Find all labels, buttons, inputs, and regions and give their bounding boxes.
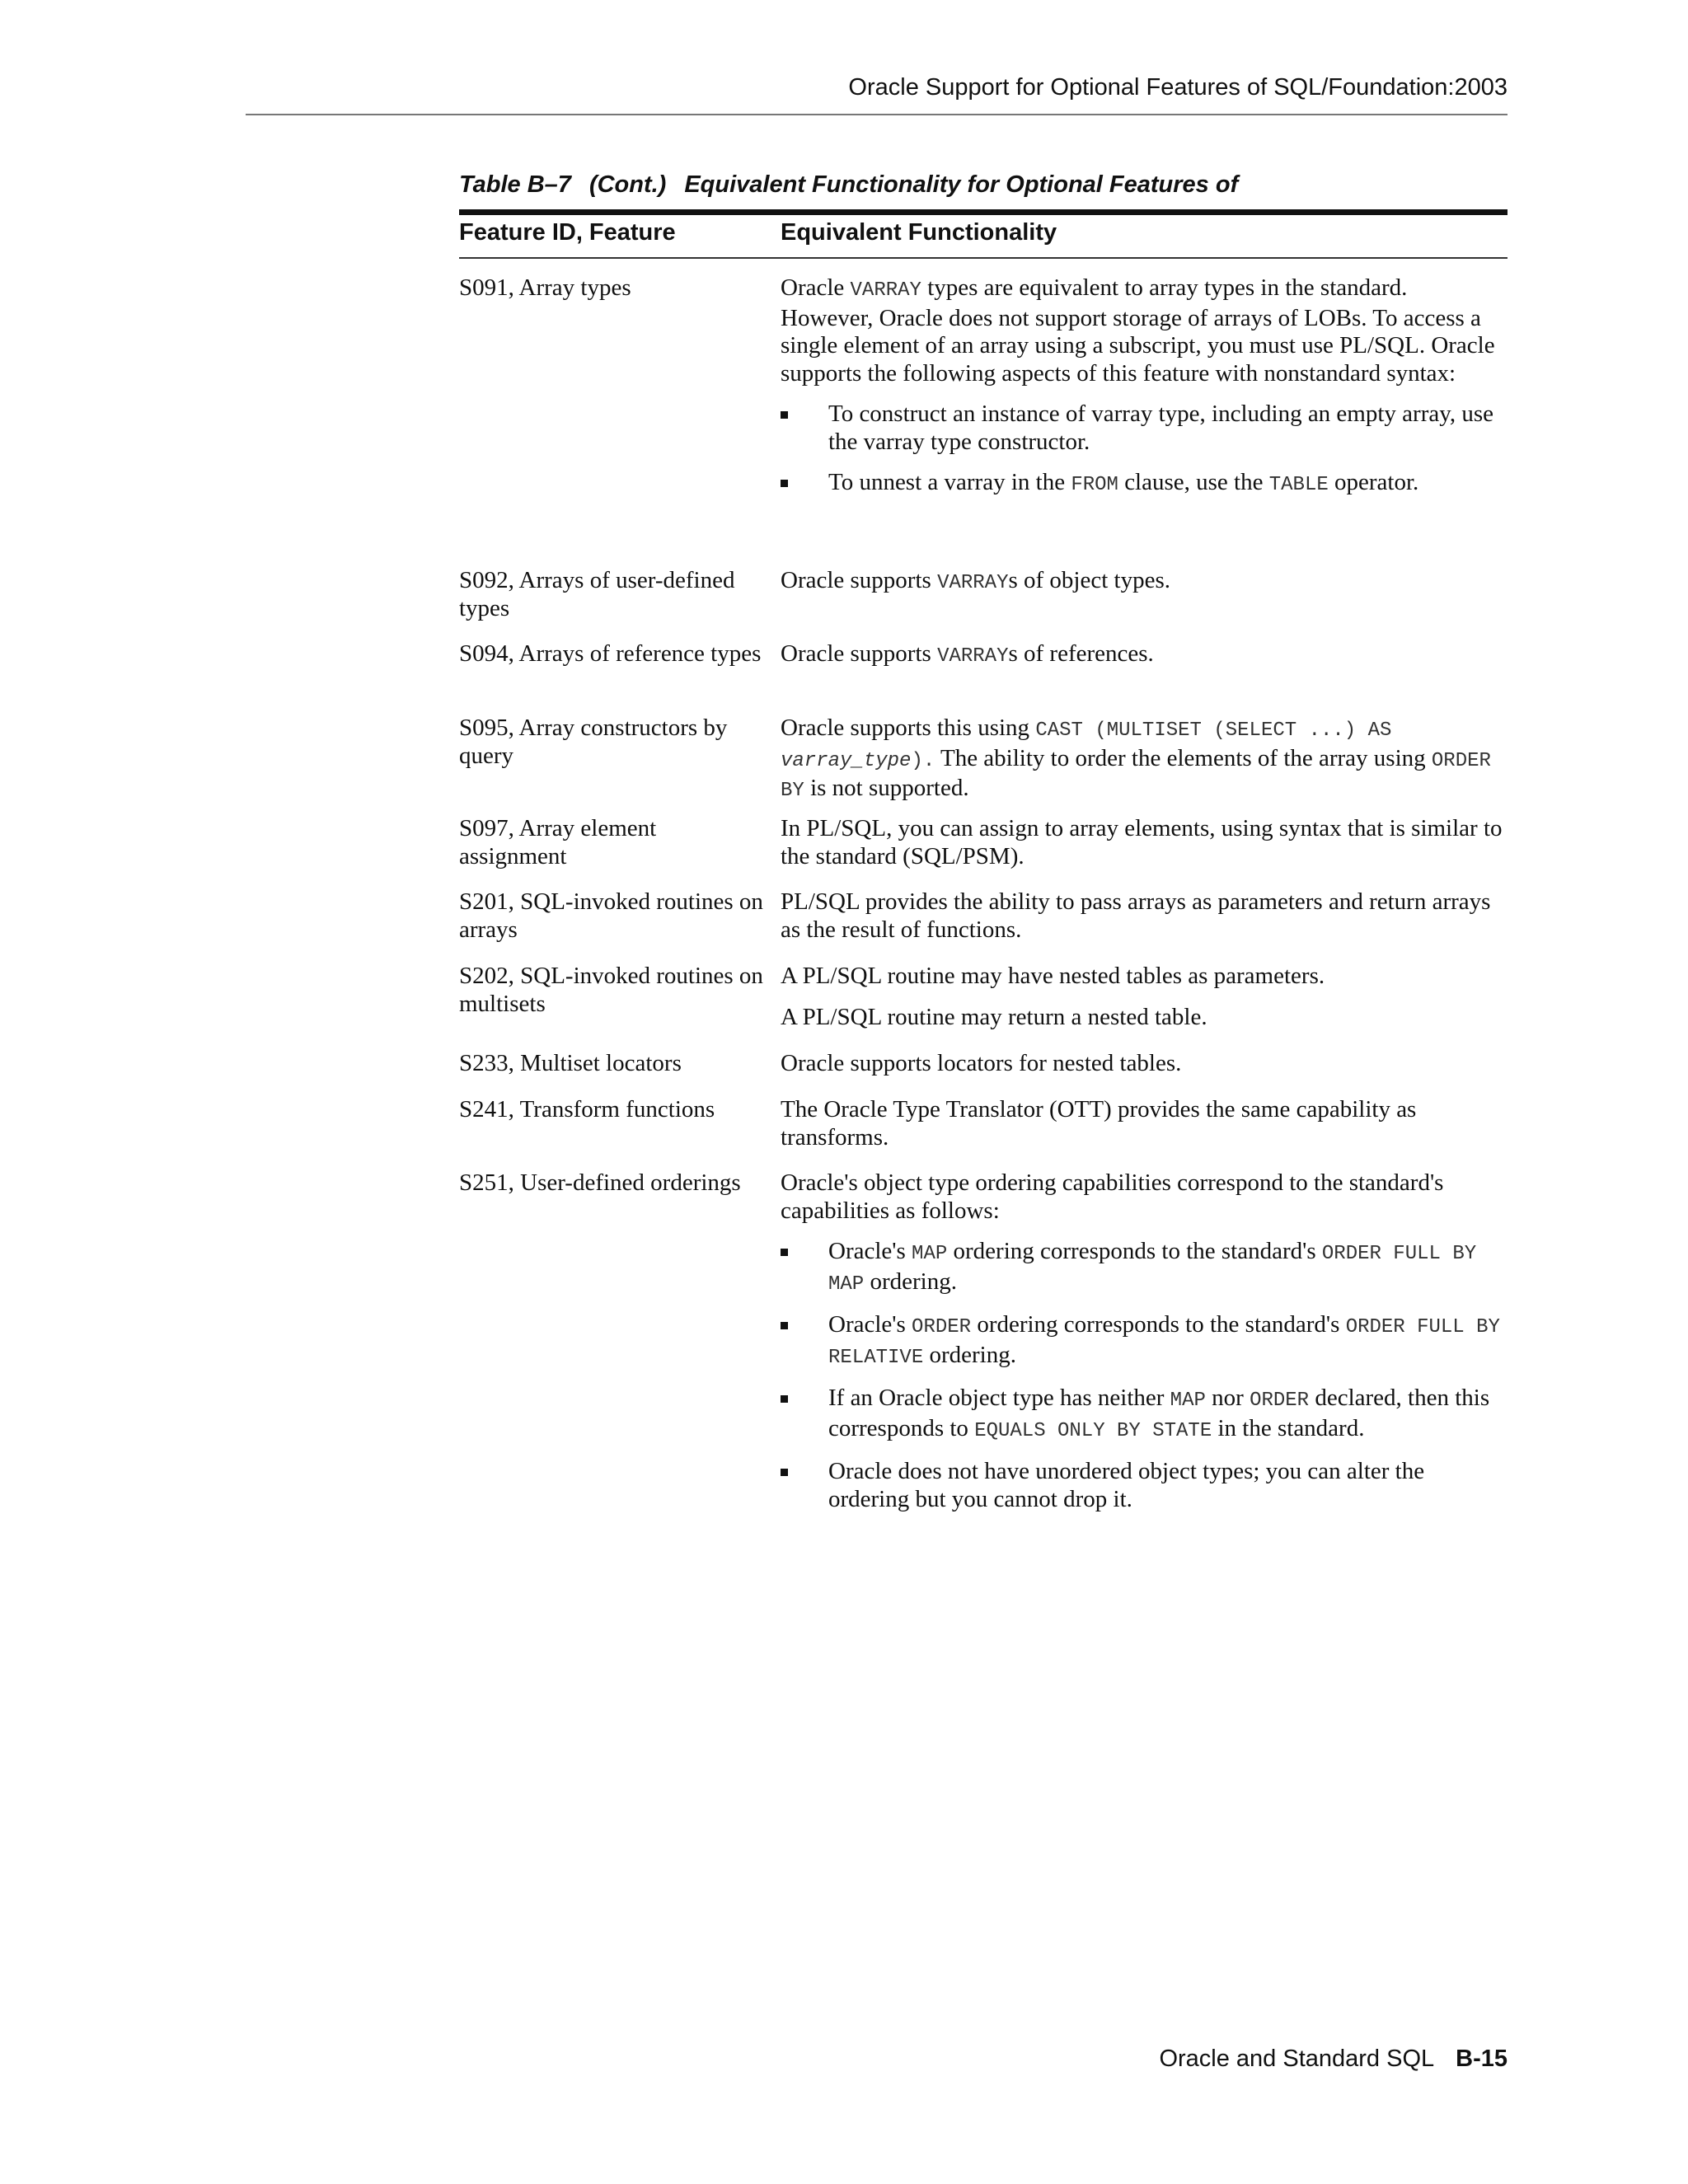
functionality-cell xyxy=(781,567,1506,611)
table-top-rule xyxy=(459,209,1507,215)
paragraph xyxy=(781,1169,1506,1225)
page-footer xyxy=(1159,2046,1507,2073)
feature-cell: S251, User-defined orderings xyxy=(459,1169,741,1196)
functionality-cell xyxy=(781,1096,1506,1165)
text: ordering corresponds to the standard's xyxy=(971,1311,1346,1338)
text: ordering. xyxy=(864,1268,957,1295)
paragraph xyxy=(781,567,1506,598)
text: If an Oracle object type has neither xyxy=(828,1385,1170,1411)
text: The ability to order the elements of the array using xyxy=(935,744,1432,771)
feature-cell: S201, SQL-invoked routines on arrays xyxy=(459,888,763,943)
bullet-square-icon xyxy=(781,1322,788,1329)
text: ordering. xyxy=(923,1341,1016,1368)
bullet-square-icon xyxy=(781,1395,788,1403)
feature-cell: S095, Array constructors by query xyxy=(459,715,728,769)
paragraph xyxy=(781,963,1506,991)
feature-cell: S097, Array element assignment xyxy=(459,815,657,869)
text: The Oracle Type Translator (OTT) provides the same capability as transforms. xyxy=(781,1096,1417,1151)
feature-cell: S241, Transform functions xyxy=(459,1096,715,1122)
code-text: MAP xyxy=(1170,1390,1206,1412)
table-cont: (Cont.) xyxy=(588,171,667,198)
text: Oracle supports locators for nested tables. xyxy=(781,1050,1182,1076)
bullet-square-icon xyxy=(781,1469,788,1476)
functionality-cell xyxy=(781,1169,1506,1526)
feature-cell: S094, Arrays of reference types xyxy=(459,640,762,667)
text: declared, then this corresponds to xyxy=(828,1385,1490,1441)
table-header-rule xyxy=(459,257,1507,259)
functionality-cell xyxy=(781,640,1506,684)
code-text: TABLE xyxy=(1268,474,1329,496)
text: s of object types. xyxy=(1008,567,1170,593)
code-text: VARRAY xyxy=(937,645,1009,668)
paragraph xyxy=(781,888,1506,944)
functionality-cell xyxy=(781,963,1506,1044)
text: Oracle's object type ordering capabilities correspond to the standard's capabilities as follows: xyxy=(781,1169,1444,1224)
functionality-cell xyxy=(781,815,1506,883)
text: in the standard. xyxy=(1212,1414,1365,1441)
functionality-cell xyxy=(781,888,1506,957)
code-text: ORDER BY xyxy=(781,749,1491,802)
text: Oracle supports xyxy=(781,567,938,593)
text: Oracle does not have unordered object types; you can alter the ordering but you cannot drop it. xyxy=(828,1458,1425,1512)
feature-cell: S202, SQL-invoked routines on multisets xyxy=(459,963,763,1017)
paragraph xyxy=(781,640,1506,671)
text: Oracle's xyxy=(828,1311,912,1338)
text: nor xyxy=(1205,1385,1250,1411)
bullet-square-icon xyxy=(781,1249,788,1256)
table-title: Equivalent Functionality for Optional Features of xyxy=(684,171,1239,198)
text: In PL/SQL, you can assign to array elements, using syntax that is similar to the standard (SQL/PSM). xyxy=(781,815,1503,869)
text: clause, use the xyxy=(1118,469,1269,495)
text: A PL/SQL routine may return a nested table. xyxy=(781,1003,1207,1030)
text: operator. xyxy=(1328,469,1419,495)
text: ordering corresponds to the standard's xyxy=(947,1238,1322,1264)
bullet-item xyxy=(781,1385,1506,1445)
column-header-functionality: Equivalent Functionality xyxy=(781,219,1057,246)
text: is not supported. xyxy=(804,775,969,801)
code-text: varray_type xyxy=(781,749,912,772)
footer-section: Oracle and Standard SQL xyxy=(1159,2046,1435,2072)
code-text: FROM xyxy=(1071,474,1118,496)
code-text: ORDER FULL BY MAP xyxy=(828,1243,1477,1296)
code-text: VARRAY xyxy=(937,572,1009,594)
functionality-cell xyxy=(781,274,1506,513)
page-number: B-15 xyxy=(1456,2046,1507,2072)
paragraph xyxy=(781,1096,1506,1151)
bullet-square-icon xyxy=(781,411,788,419)
code-text: VARRAY xyxy=(850,279,921,302)
text: Oracle xyxy=(781,274,851,301)
text: To unnest a varray in the xyxy=(828,469,1071,495)
bullet-item xyxy=(781,469,1506,499)
table-number: Table B–7 xyxy=(459,171,571,198)
text: s of references. xyxy=(1008,640,1154,667)
functionality-cell xyxy=(781,715,1506,818)
text: Oracle supports this using xyxy=(781,715,1036,741)
feature-cell: S091, Array types xyxy=(459,274,631,301)
bullet-item xyxy=(781,1458,1506,1513)
paragraph xyxy=(781,1004,1506,1032)
bullet-item xyxy=(781,401,1506,456)
table-caption xyxy=(459,171,1256,199)
bullet-item xyxy=(781,1311,1506,1371)
code-text: ORDER xyxy=(1250,1390,1310,1412)
bullet-item xyxy=(781,1238,1506,1298)
paragraph xyxy=(781,715,1506,805)
text: Oracle's xyxy=(828,1238,912,1264)
text: To construct an instance of varray type, including an empty array, use the varray type constructor. xyxy=(828,401,1494,455)
feature-cell: S233, Multiset locators xyxy=(459,1050,682,1076)
functionality-cell xyxy=(781,1050,1506,1091)
code-text: EQUALS ONLY BY STATE xyxy=(974,1419,1212,1442)
paragraph xyxy=(781,274,1506,387)
text: types are equivalent to array types in the standard. However, Oracle does not support storage of arrays of LOBs. To access a single element of an array using a subscript, you must use PL/SQL. Oracle supports the following aspects of this feature with nonstandard syntax: xyxy=(781,274,1495,387)
code-text: ORDER xyxy=(912,1316,972,1338)
text: A PL/SQL routine may have nested tables as parameters. xyxy=(781,963,1325,989)
text: PL/SQL provides the ability to pass arrays as parameters and return arrays as the result of functions. xyxy=(781,888,1491,943)
paragraph xyxy=(781,815,1506,870)
text: Oracle supports xyxy=(781,640,938,667)
header-rule xyxy=(246,114,1507,115)
code-text: MAP xyxy=(912,1243,948,1265)
paragraph xyxy=(781,1050,1506,1078)
column-header-feature: Feature ID, Feature xyxy=(459,219,676,246)
code-text: ORDER FULL BY RELATIVE xyxy=(828,1316,1500,1369)
running-header: Oracle Support for Optional Features of SQL/Foundation:2003 xyxy=(848,74,1507,101)
code-text: CAST (MULTISET (SELECT ...) AS xyxy=(1035,719,1392,742)
bullet-square-icon xyxy=(781,480,788,487)
code-text: ). xyxy=(911,749,935,772)
feature-cell: S092, Arrays of user-defined types xyxy=(459,567,735,621)
